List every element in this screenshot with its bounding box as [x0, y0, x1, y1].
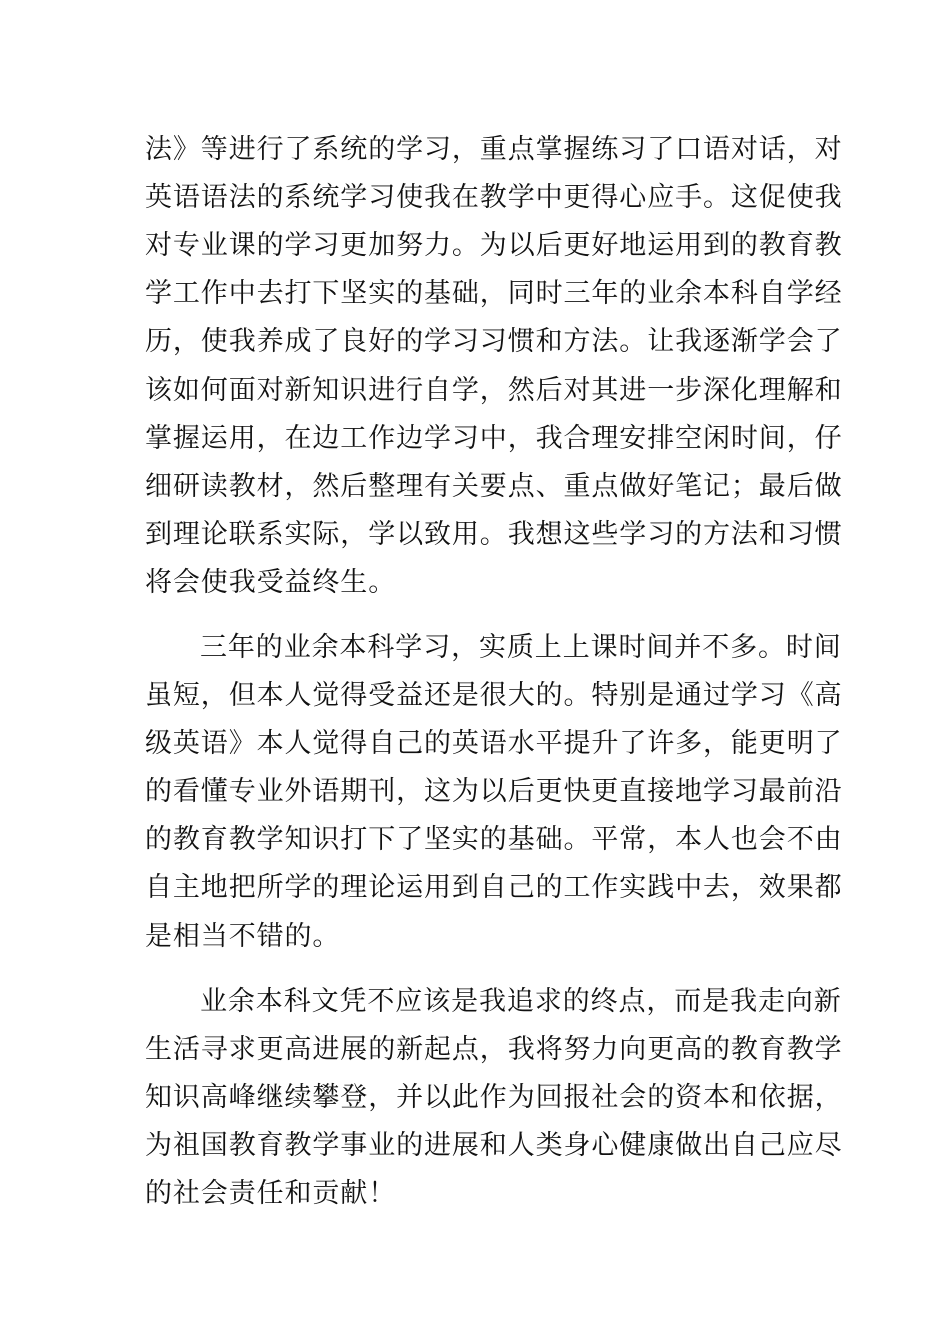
text-line: 知识高峰继续攀登，并以此作为回报社会的资本和依据，: [145, 1082, 843, 1113]
text-line: 历，使我养成了良好的学习习惯和方法。让我逐渐学会了: [145, 326, 843, 357]
text-line: 是相当不错的。: [145, 921, 341, 952]
text-line: 到理论联系实际，学以致用。我想这些学习的方法和习惯: [145, 519, 843, 550]
text-line: 对专业课的学习更加努力。为以后更好地运用到的教育教: [145, 230, 843, 261]
text-line: 掌握运用，在边工作边学习中，我合理安排空闲时间，仔: [145, 423, 843, 454]
text-line: 为祖国教育教学事业的进展和人类身心健康做出自己应尽: [145, 1130, 843, 1161]
text-line: 级英语》本人觉得自己的英语水平提升了许多，能更明了: [145, 728, 843, 759]
text-line: 自主地把所学的理论运用到自己的工作实践中去，效果都: [145, 872, 843, 903]
text-line: 生活寻求更高进展的新起点，我将努力向更高的教育教学: [145, 1034, 843, 1065]
text-line: 将会使我受益终生。: [145, 567, 397, 598]
text-line: 英语语法的系统学习使我在教学中更得心应手。这促使我: [145, 182, 843, 213]
text-line: 虽短，但本人觉得受益还是很大的。特别是通过学习《高: [145, 680, 843, 711]
text-line: 细研读教材，然后整理有关要点、重点做好笔记；最后做: [145, 471, 843, 502]
text-line: 的看懂专业外语期刊，这为以后更快更直接地学习最前沿: [145, 776, 843, 807]
text-line: 法》等进行了系统的学习，重点掌握练习了口语对话，对: [145, 134, 843, 165]
text-line: 学工作中去打下坚实的基础，同时三年的业余本科自学经: [145, 278, 843, 309]
text-line: 的教育教学知识打下了坚实的基础。平常，本人也会不由: [145, 824, 843, 855]
paragraph-first-line: 三年的业余本科学习，实质上上课时间并不多。时间: [200, 632, 842, 663]
text-line: 该如何面对新知识进行自学，然后对其进一步深化理解和: [145, 375, 843, 406]
paragraph-first-line: 业余本科文凭不应该是我追求的终点，而是我走向新: [200, 986, 842, 1017]
text-line: 的社会责任和贡献！: [145, 1178, 397, 1209]
